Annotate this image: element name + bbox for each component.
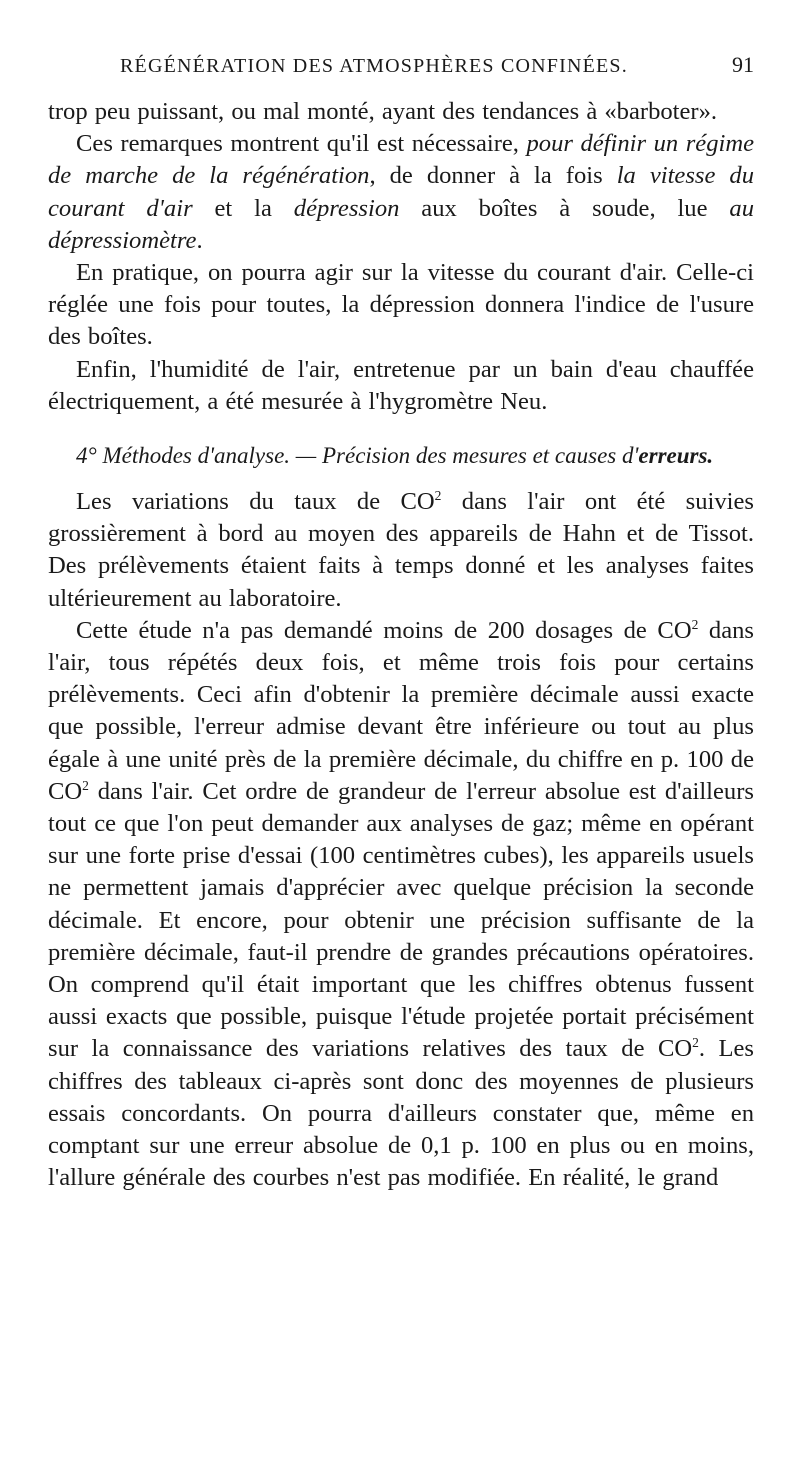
paragraph-continuation: trop peu puissant, ou mal monté, ayant des tendances à «barboter». [48, 98, 718, 125]
running-head [48, 52, 754, 96]
text-run: aux boîtes à soude, lue [399, 194, 730, 222]
text-run: et la [192, 194, 294, 222]
italic-run: la vitesse du courant d'air [48, 162, 754, 222]
section-subtitle: Précision des mesures et causes d' [322, 443, 639, 469]
superscript: 2 [691, 616, 699, 632]
text-run: , de donner à la fois [369, 162, 617, 190]
text-run: . [196, 226, 203, 254]
paragraph-pratique: En pratique, on pourra agir sur la vitesse du courant d'air. Celle-ci réglée une fois pour toutes, la dépression donnera l'indice de l'usure des boîtes. [48, 259, 754, 351]
italic-run: pour définir un régime de marche de la régénération [48, 130, 754, 190]
paragraph-definition [48, 128, 754, 257]
paragraph-humidite: Enfin, l'humidité de l'air, entretenue par un bain d'eau chauffée électriquement, a été mesurée à l'hygromètre Neu. [48, 355, 754, 415]
italic-run: dépression [293, 194, 400, 222]
text-run: dans l'air ont été suivies grossièrement à bord au moyen des appareils de Hahn et de Tissot. Des prélèvements étaient faits à temps donné et les analyses faites ultérieurement au laboratoire. [48, 488, 754, 612]
superscript: 2 [434, 487, 442, 503]
text-run: Les variations du taux de CO [76, 488, 435, 516]
text-run: Ces remarques montrent qu'il est nécessaire, [76, 130, 527, 158]
section-body [48, 486, 754, 1194]
text-run: dans l'air. Cet ordre de grandeur de l'erreur absolue est d'ailleurs tout ce que l'on peut demander aux analyses de gaz; même en opérant sur une forte prise d'essai (100 centimètres cubes), les appareils usuels ne permettent jamais d'apprécier avec quelque précision la seconde décimale. Et encore, pour obtenir une précision suffisante de la première décimale, faut-il prendre de grandes précautions opératoires. On comprend qu'il était important que les chiffres obtenus fussent aussi exacts que possible, puisque l'étude projetée portait précisément sur la connaissance des variations relatives des taux de CO [48, 777, 754, 1063]
section-title: Méthodes d'analyse. [102, 443, 291, 469]
running-title: RÉGÉNÉRATION DES ATMOSPHÈRES CONFINÉES. [120, 55, 628, 77]
superscript: 2 [692, 1035, 699, 1051]
section-heading [48, 440, 754, 472]
superscript: 2 [82, 777, 89, 793]
italic-run: au dépressiomètre [48, 194, 754, 254]
section-subtitle-bold: erreurs. [638, 443, 714, 469]
body-text [48, 96, 754, 418]
section-dash: — [290, 443, 322, 469]
book-page [48, 52, 754, 1195]
paragraph-dosages [48, 615, 754, 1195]
text-run: dans l'air, tous répétés deux fois, et même trois fois pour certains prélèvements. Ceci afin d'obtenir la première décimale aussi exacte que possible, l'erreur admise devant être inférieure ou tout au plus égale à une unité près de la première décimale, du chiffre en p. 100 de CO [48, 616, 754, 805]
text-run: . Les chiffres des tableaux ci-après sont donc des moyennes de plusieurs essais concordants. On pourra d'ailleurs constater que, même en comptant sur une erreur absolue de 0,1 p. 100 en plus ou en moins, l'allure générale des courbes n'est pas modifiée. En réalité, le grand [48, 1035, 754, 1192]
page-number: 91 [732, 52, 754, 77]
text-run: Cette étude n'a pas demandé moins de 200 dosages de CO [76, 616, 692, 644]
paragraph-variations [48, 486, 754, 615]
section-number: 4° [76, 443, 97, 469]
